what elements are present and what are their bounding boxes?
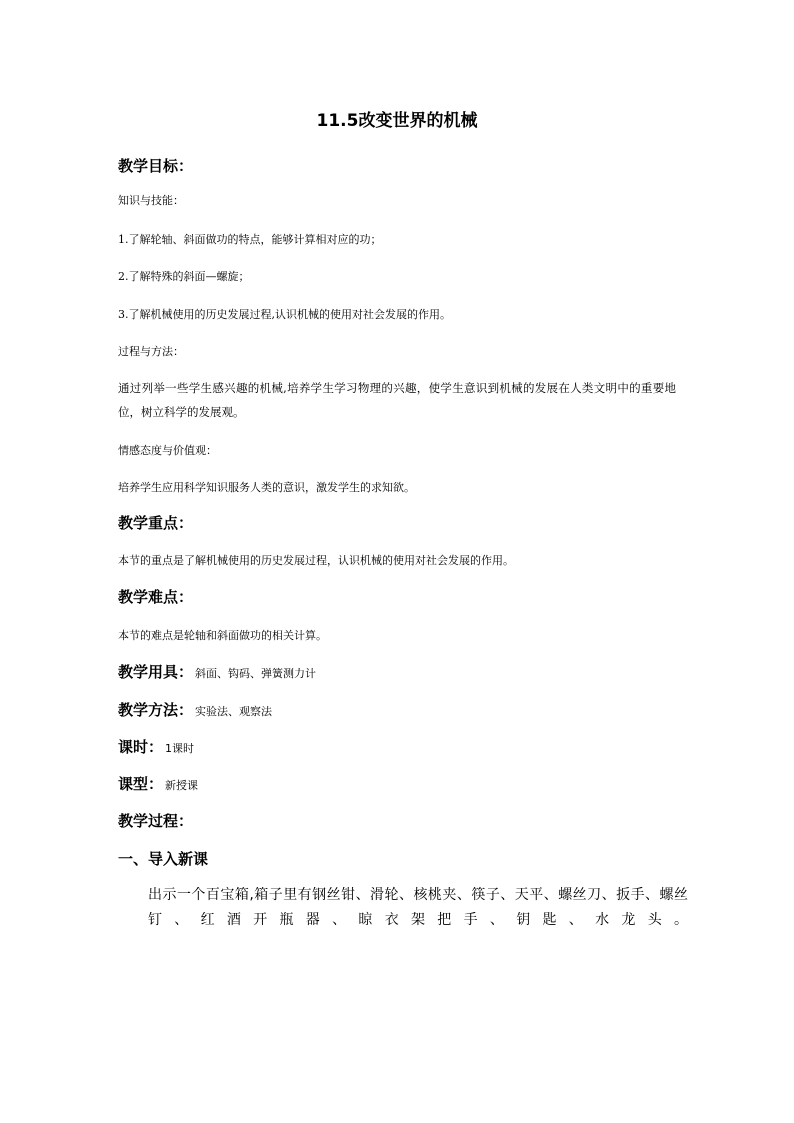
knowledge-skills-label: 知识与技能：	[118, 194, 184, 207]
process-methods-text: 通过列举一些学生感兴趣的机械,培养学生学习物理的兴趣，使学生意识到机械的发展在人类文明中的重要地位，树立科学的发展观。	[118, 381, 676, 419]
emotion-values-label: 情感态度与价值观：	[118, 444, 217, 457]
knowledge-item-3: 3.了解机械使用的历史发展过程,认识机械的使用对社会发展的作用。	[118, 308, 451, 321]
class-hours-row	[118, 736, 194, 757]
difficulties-text: 本节的难点是轮轴和斜面做功的相关计算。	[118, 629, 327, 642]
emotion-values-text: 培养学生应用科学知识服务人类的意识，激发学生的求知欲。	[118, 481, 415, 494]
process-methods-label: 过程与方法：	[118, 345, 184, 358]
lesson-type-heading: 课型：	[118, 775, 164, 793]
difficulties-heading: 教学难点：	[118, 588, 194, 606]
teaching-tools-heading: 教学用具：	[118, 663, 194, 681]
section-intro-text-line-2: 钉、红酒开瓶器、晾衣架把手、钥匙、水龙头。	[148, 912, 688, 928]
lesson-type-row	[118, 773, 198, 794]
key-points-text: 本节的重点是了解机械使用的历史发展过程，认识机械的使用对社会发展的作用。	[118, 554, 514, 567]
class-hours-heading: 课时：	[118, 738, 164, 756]
document-title: 11.5改变世界的机械	[316, 111, 478, 131]
teaching-method-text: 实验法、观察法	[195, 705, 273, 718]
teaching-tools-text: 斜面、钩码、弹簧测力计	[195, 667, 317, 680]
teaching-goals-heading: 教学目标：	[118, 157, 194, 175]
teaching-process-heading: 教学过程：	[118, 812, 194, 830]
section-intro-heading: 一、导入新课	[118, 850, 209, 868]
teaching-method-heading: 教学方法：	[118, 701, 194, 719]
lesson-type-text: 新授课	[165, 779, 199, 792]
teaching-tools-row	[118, 661, 316, 682]
teaching-method-row	[118, 699, 272, 720]
knowledge-item-1: 1.了解轮轴、斜面做功的特点，能够计算相对应的功；	[118, 233, 382, 246]
knowledge-item-2: 2.了解特殊的斜面—螺旋；	[118, 270, 250, 283]
key-points-heading: 教学重点：	[118, 514, 194, 532]
section-intro-text-line-1: 出示一个百宝箱,箱子里有钢丝钳、滑轮、核桃夹、筷子、天平、螺丝刀、扳手、螺丝	[148, 887, 688, 903]
class-hours-text: 1课时	[165, 742, 195, 755]
